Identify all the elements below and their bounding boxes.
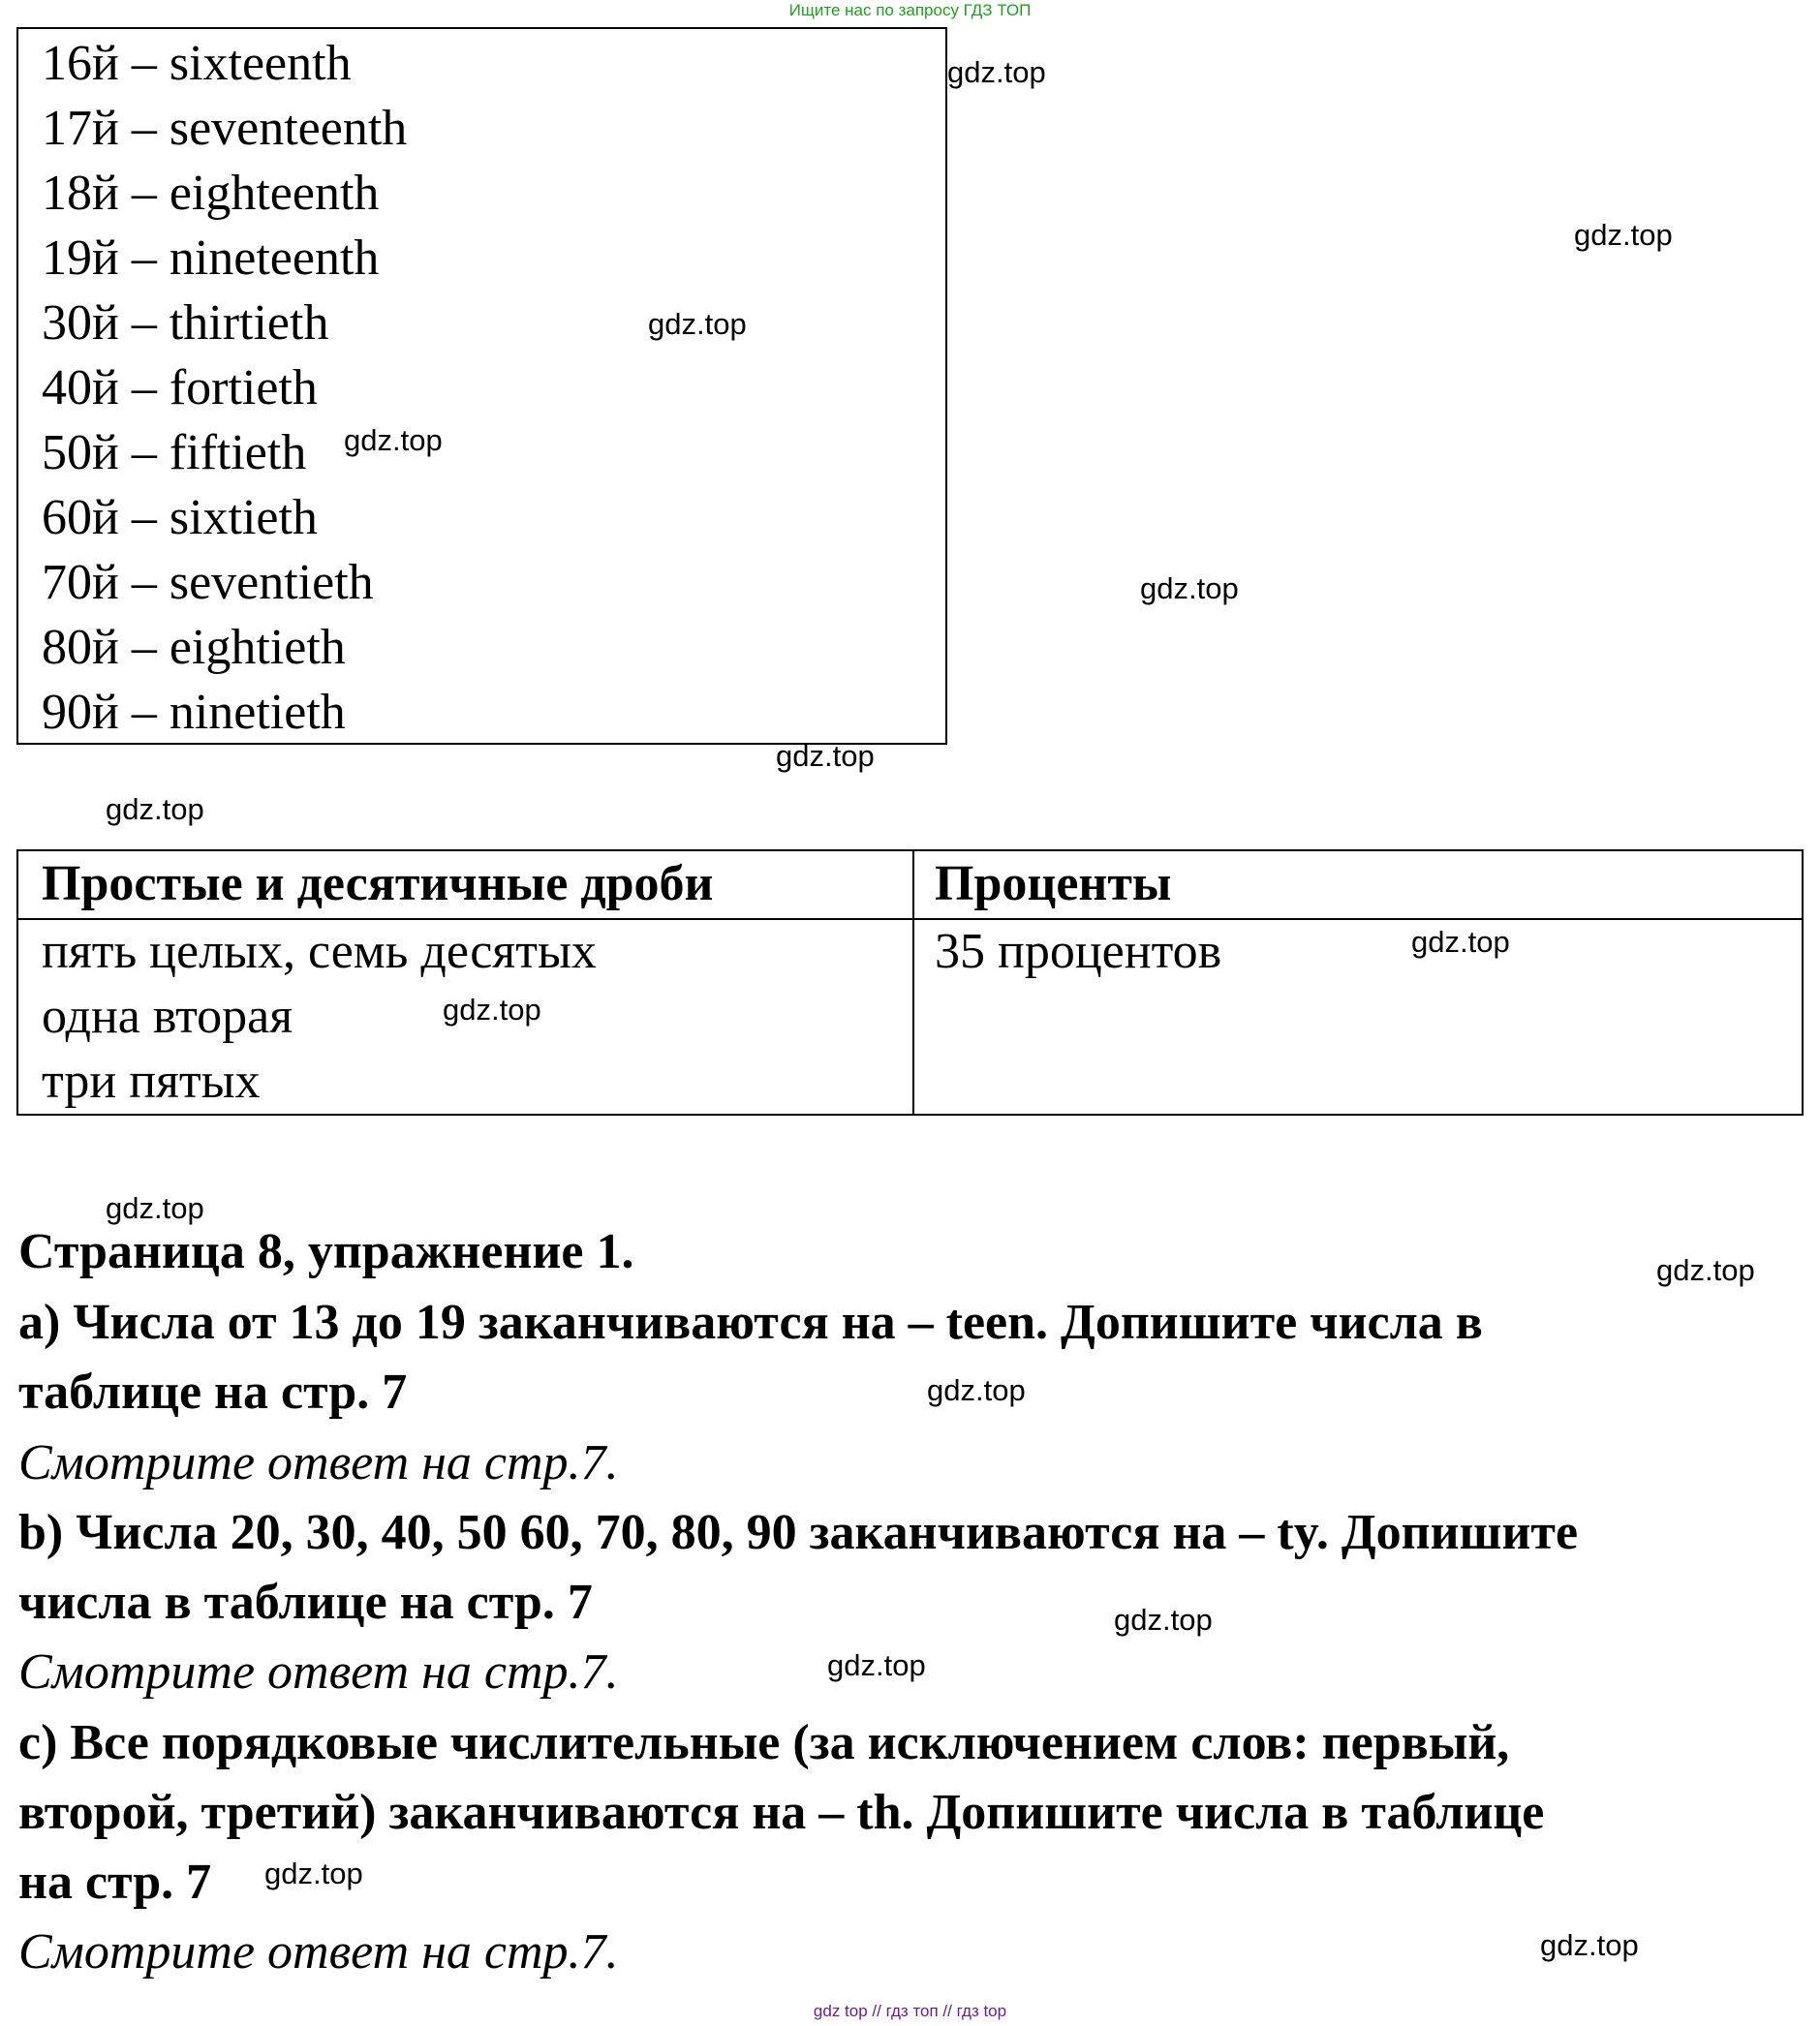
ordinal-line: 30й – thirtieth: [42, 295, 329, 351]
header-banner: Ищите нас по запросу ГДЗ ТОП: [788, 1, 1032, 19]
ordinal-line: 50й – fiftieth: [42, 425, 307, 480]
table-cell-fraction: пять целых, семь десятых: [42, 924, 597, 979]
table-header-fractions: Простые и десятичные дроби: [42, 856, 714, 911]
exercise-c-answer: Смотрите ответ на стр.7.: [18, 1924, 619, 1980]
ordinals-box: [16, 27, 947, 745]
ordinal-line: 40й – fortieth: [42, 360, 318, 415]
watermark: gdz.top: [1574, 218, 1673, 252]
exercise-b-answer: Смотрите ответ на стр.7.: [18, 1644, 619, 1700]
watermark: gdz.top: [776, 739, 875, 773]
exercise-b-line: числа в таблице на стр. 7: [18, 1575, 593, 1630]
ordinal-line: 19й – nineteenth: [42, 230, 380, 286]
ordinal-line: 60й – sixtieth: [42, 490, 318, 545]
ordinal-line: 70й – seventieth: [42, 555, 374, 610]
exercise-title: Страница 8, упражнение 1.: [18, 1224, 634, 1279]
ordinal-line: 17й – seventeenth: [42, 101, 408, 156]
table-cell-percent: 35 процентов: [935, 924, 1222, 979]
watermark: gdz.top: [1411, 925, 1510, 959]
exercise-b-line: b) Числа 20, 30, 40, 50 60, 70, 80, 90 заканчиваются на – ty. Допишите: [18, 1505, 1579, 1560]
watermark: gdz.top: [1540, 1928, 1639, 1962]
watermark: gdz.top: [443, 993, 541, 1027]
exercise-c-line: c) Все порядковые числительные (за исключением слов: первый,: [18, 1715, 1510, 1770]
watermark: gdz.top: [947, 55, 1046, 89]
table-header-percents: Проценты: [935, 856, 1172, 911]
ordinal-line: 16й – sixteenth: [42, 36, 352, 91]
fractions-table: [16, 849, 1804, 1116]
table-divider-vertical: [912, 851, 914, 1114]
watermark: gdz.top: [106, 792, 204, 826]
watermark: gdz.top: [1114, 1603, 1213, 1637]
watermark: gdz.top: [648, 307, 747, 341]
exercise-c-line: второй, третий) заканчиваются на – th. Допишите числа в таблице: [18, 1785, 1545, 1840]
watermark: gdz.top: [344, 423, 443, 457]
exercise-a-answer: Смотрите ответ на стр.7.: [18, 1435, 619, 1490]
watermark: gdz.top: [1656, 1253, 1755, 1287]
watermark: gdz.top: [264, 1857, 363, 1890]
table-cell-fraction: три пятых: [42, 1054, 261, 1109]
ordinal-line: 80й – eightieth: [42, 620, 346, 675]
exercise-a-line: таблице на стр. 7: [18, 1365, 408, 1420]
ordinal-line: 18й – eighteenth: [42, 166, 380, 221]
watermark: gdz.top: [106, 1191, 204, 1225]
watermark: gdz.top: [827, 1648, 926, 1682]
table-cell-fraction: одна вторая: [42, 989, 293, 1044]
ordinal-line: 90й – ninetieth: [42, 685, 346, 740]
watermark: gdz.top: [927, 1373, 1026, 1407]
footer-links: gdz top // гдз топ // гдз top: [813, 2002, 1007, 2020]
watermark: gdz.top: [1140, 571, 1239, 605]
exercise-c-line: на стр. 7: [18, 1855, 212, 1910]
exercise-a-line: a) Числа от 13 до 19 заканчиваются на – teen. Допишите числа в: [18, 1295, 1483, 1350]
